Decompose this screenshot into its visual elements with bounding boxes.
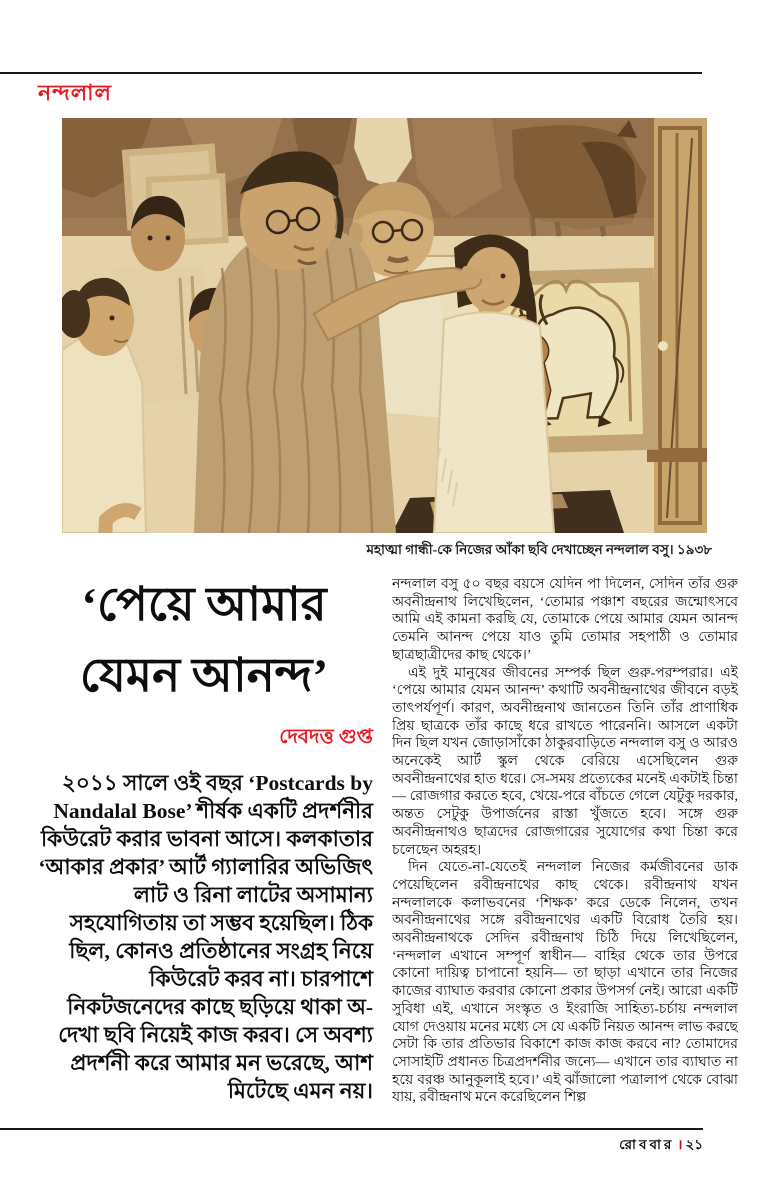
- lead-paragraph: ২০১১ সালে ওই বছর ‘Postcards by Nandalal Bose’ শীর্ষক একটি প্রদর্শনীর কিউরেট করার ভাবনা আসে। কলকাতার ‘আকার প্রকার’ আর্ট গ্যালারির অভিজিৎ লাট ও রিনা লাটের অসামান্য সহযোগিতায় তা সম্ভব হয়েছিল। ঠিক ছিল, কোনও প্রতিষ্ঠানের সংগ্রহ নিয়ে কিউরেট করব না। চারপাশে নিকটজনেদের কাছে ছড়িয়ে থাকা অ-দেখা ছবি নিয়েই কাজ করব। সে অবশ্য প্রদর্শনী করে আমার মন ভরেছে, আশ মিটেছে এমন নয়।: [38, 771, 373, 1103]
- top-rule: [0, 72, 702, 74]
- author-byline: দেবদত্ত গুপ্ত: [279, 726, 373, 748]
- body-paragraph: এই দুই মানুষের জীবনের সম্পর্ক ছিল গুরু-পরম্পরার। এই ‘পেয়ে আমার যেমন আনন্দ’ কথাটি অবনীন্দ্রনাথের জীবনে বড়ই তাৎপর্যপূর্ণ। কারণ, অবনীন্দ্রনাথ জানতেন তিনি তাঁর প্রাণাধিক প্রিয় ছাত্রকে তাঁর কাছে ধরে রাখতে পারেননি। আসলে একটা দিন ছিল যখন জোড়াসাঁকো ঠাকুরবাড়িতে নন্দলাল বসু ও আরও অনেকেই আর্ট স্কুল থেকে বেরিয়ে এসেছিলেন গুরু অবনীন্দ্রনাথের হাত ধরে। সে-সময় প্রত্যেকের মনেই একটাই চিন্তা— রোজগার করতে হবে, খেয়ে-পরে বাঁচতে গেলে যেটুকু দরকার, অন্তত সেটুকু উপার্জনের রাস্তা খুঁজতে হবে। সঙ্গে গুরু অবনীন্দ্রনাথও ছাত্রদের রোজগারের সুযোগের কথা চিন্তা করে চলেছেন অহরহ।: [392, 665, 738, 858]
- page-number: ২১: [685, 1137, 703, 1152]
- footer-separator: ।: [677, 1137, 683, 1152]
- headline-column: [35, 570, 373, 1105]
- headline-line-1: ‘পেয়ে আমার: [81, 579, 327, 631]
- body-paragraph: নন্দলাল বসু ৫০ বছর বয়সে যেদিন পা দিলেন, সেদিন তাঁর গুরু অবনীন্দ্রনাথ লিখেছিলেন, ‘তোমার পঞ্চাশ বছরের জন্মোৎসবে আমি এই কামনা করছি যে, তোমাকে পেয়ে আমার যেমন আনন্দ তেমনি আনন্দ পেয়ে যাও তুমি তোমার সহপাঠী ও তোমার ছাত্রছাত্রীদের কাছ থেকে।’: [392, 577, 738, 663]
- photo-caption: মহাত্মা গান্ধী-কে নিজের আঁকা ছবি দেখাচ্ছেন নন্দলাল বসু। ১৯৩৮: [366, 542, 712, 557]
- footer-rule: [0, 1128, 703, 1130]
- section-kicker: নন্দলাল: [38, 80, 112, 105]
- body-paragraph: দিন যেতে-না-যেতেই নন্দলাল নিজের কর্মজীবনের ডাক পেয়েছিলেন রবীন্দ্রনাথের কাছ থেকে। রবীন্দ্রনাথ যখন নন্দলালকে কলাভবনের ‘শিক্ষক’ করে ডেকে নিলেন, তখন অবনীন্দ্রনাথের সঙ্গে রবীন্দ্রনাথের একটি বিরোধ তৈরি হয়। অবনীন্দ্রনাথকে সেদিন রবীন্দ্রনাথ চিঠি দিয়ে লিখেছিলেন, ‘নন্দলাল এখানে সম্পূর্ণ স্বাধীন— বাহির থেকে তার উপরে কোনো দায়িত্ব চাপানো হয়নি— তা ছাড়া এখানে তার নিজের কাজের ব্যাঘাত করবার কোনো প্রকার উপসর্গ নেই। আরো একটি সুবিধা এই, এখানে সংস্কৃত ও ইংরাজি সাহিত্য-চর্চায় নন্দলাল যোগ দেওয়ায় মনের মধ্যে সে যে একটি নিয়ত আনন্দ লাভ করছে সেটা কি তার প্রতিভার বিকাশে কাজ কাজ করবে না? তোমাদের সোসাইটি প্রধানত চিত্রপ্রদর্শনীর জন্যে— এখানে তার ব্যাঘাত না হয়ে বরঞ্চ আনুকূলাই হবে।’ এই ঝাঁজালো পত্রালাপ থেকে বোঝা যায়, রবীন্দ্রনাথ মনে করেছিলেন শিল্প: [392, 860, 738, 1106]
- body-column: [392, 576, 738, 1116]
- article-photo: [62, 118, 707, 533]
- headline-line-2: যেমন আনন্দ’: [79, 650, 329, 702]
- photo-illustration: [62, 118, 707, 533]
- magazine-name: রোববার: [619, 1137, 675, 1152]
- article-headline: [35, 570, 373, 712]
- page-footer: [0, 1134, 703, 1157]
